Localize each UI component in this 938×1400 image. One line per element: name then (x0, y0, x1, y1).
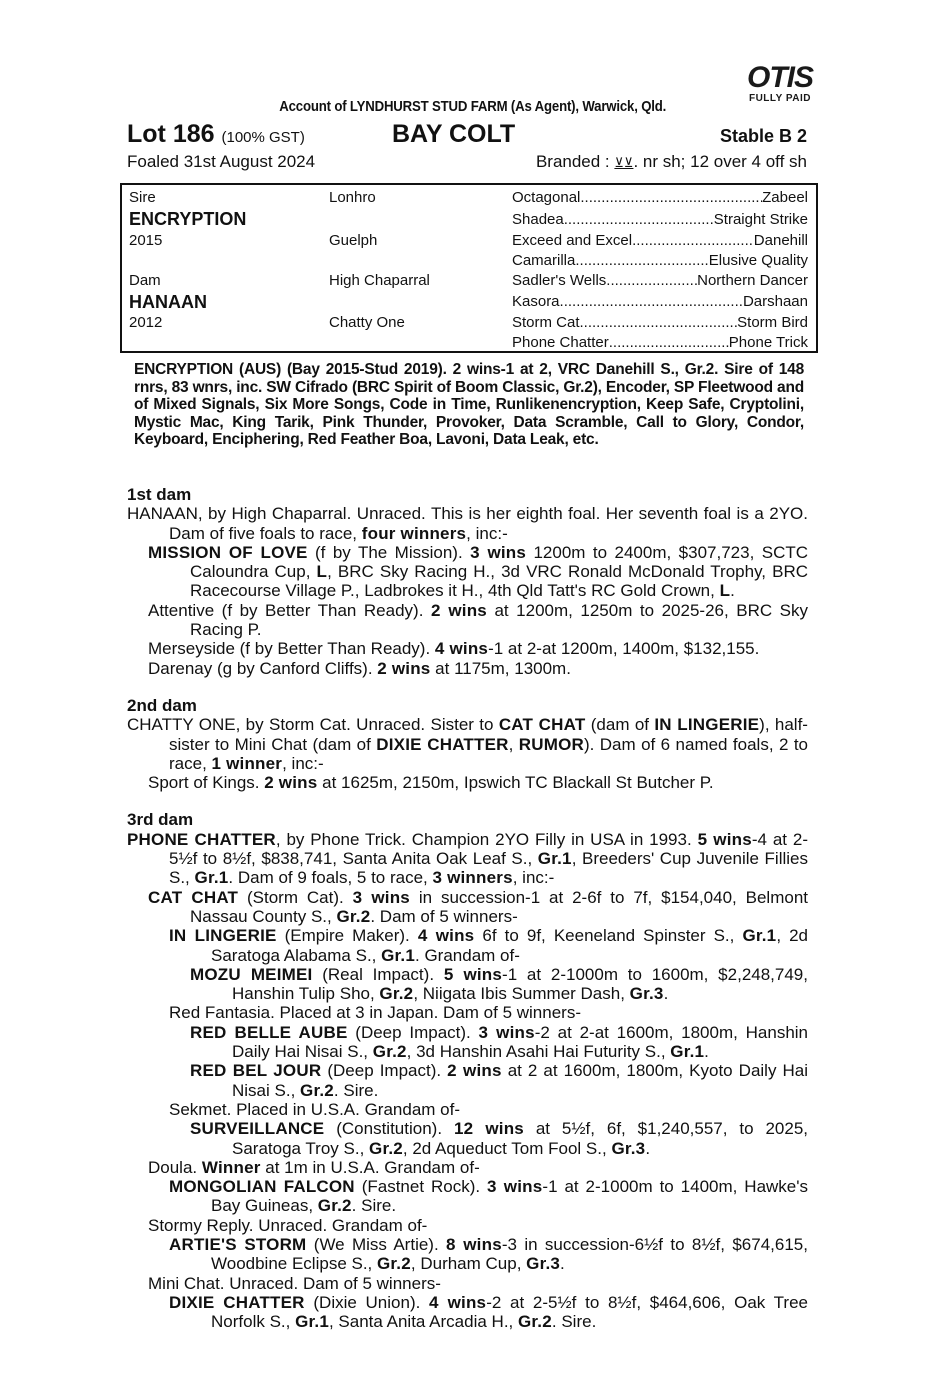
grade-badge: Gr.1 (742, 926, 777, 946)
grade-badge: Gr.2 (518, 1312, 552, 1332)
text: . Sire. (551, 1312, 597, 1332)
gen3-row (512, 271, 808, 291)
progeny-entry (127, 639, 808, 658)
progeny-entry (127, 1158, 808, 1177)
text: (We Miss Artie). (306, 1234, 447, 1254)
text: -2 at 2-5½f to 8½f, $464,606, Oak Tree Norfolk S., (211, 1292, 808, 1332)
wins: 4 wins (429, 1292, 487, 1312)
sire-name: ENCRYPTION (129, 209, 247, 229)
gen3-row (512, 210, 808, 230)
dam-label: Dam (129, 272, 161, 289)
gen3-right: Darshaan (742, 293, 808, 310)
second-dam-heading: 2nd dam (127, 695, 197, 715)
gen3-row (512, 231, 808, 251)
progeny-entry (127, 773, 808, 792)
gen3-row (512, 188, 808, 208)
sire-label: Sire (129, 189, 156, 206)
text: (Dixie Union). (304, 1292, 430, 1312)
text: 6f to 9f, Keeneland Spinster S., (474, 926, 743, 946)
progeny-entry (127, 543, 808, 601)
gen3-left: Camarilla (512, 252, 576, 269)
grade-badge: Gr.2 (369, 1138, 403, 1158)
gen3-right: Danehill (753, 232, 808, 249)
wins: 2 wins (430, 600, 487, 620)
progeny-entry: Red Fantasia. Placed at 3 in Japan. Dam of 5 winners- (169, 1003, 581, 1023)
text: -1 at 2-at 1200m, 1400m, $132,155. (488, 639, 760, 659)
leader-dots (564, 210, 714, 230)
leader-dots (609, 333, 729, 353)
third-dam-heading: 3rd dam (127, 810, 194, 830)
grade-badge: Gr.3 (611, 1138, 646, 1158)
grade-badge: Gr.1 (381, 945, 415, 965)
text: . Sire. (351, 1196, 397, 1216)
text: , by Phone Trick. Champion 2YO Filly in USA in 1993. (275, 829, 698, 849)
horse-name: CAT CHAT (498, 715, 586, 735)
bold-text: 3 winners (432, 868, 513, 888)
wins: 5 wins (443, 964, 503, 984)
text: , Durham Cup, (410, 1254, 527, 1274)
text: (f by The Mission). (307, 542, 471, 562)
vendor-line: Account of LYNDHURST STUD FARM (As Agent), Warwick, Qld. (279, 98, 667, 115)
grade-badge: Gr.2 (372, 1042, 407, 1062)
progeny-entry (127, 926, 808, 965)
grade-badge: Gr.2 (317, 1196, 352, 1216)
grade-badge: Gr.3 (526, 1254, 561, 1274)
horse-name: MOZU MEIMEI (190, 964, 313, 984)
text: CHATTY ONE, by Storm Cat. Unraced. Sister to (127, 715, 499, 735)
text: . Grandam of- (415, 945, 520, 965)
text: Merseyside (f by Better Than Ready). (148, 639, 435, 659)
text: , (508, 734, 519, 754)
leader-dots (606, 271, 697, 291)
text: . (730, 581, 735, 601)
horse-name: CAT CHAT (148, 887, 239, 907)
sire-year: 2015 (129, 232, 163, 249)
text: Attentive (f by Better Than Ready). (148, 600, 431, 620)
gen3-row (512, 313, 808, 333)
text: (Deep Impact). (321, 1061, 448, 1081)
grade-badge: Gr.1 (194, 868, 229, 888)
grade-badge: Gr.1 (670, 1042, 705, 1062)
text: (Deep Impact). (347, 1022, 479, 1042)
first-dam-heading: 1st dam (127, 485, 192, 504)
text: , 2d Aqueduct Tom Fool S., (402, 1138, 612, 1158)
brand-text: . nr sh; 12 over 4 off sh (633, 152, 807, 171)
brand-description (536, 152, 807, 172)
text: . Dam of 5 winners- (370, 906, 518, 926)
text: at 5½f, 6f, $1,240,557, to 2025, Saratoga Troy S., (232, 1119, 808, 1158)
progeny-entry (127, 1061, 808, 1100)
text: -2 at 2-at 1600m, 1800m, Hanshin Daily Hai Nisai S., (232, 1022, 809, 1062)
text: (Storm Cat). (238, 887, 353, 907)
horse-name: IN LINGERIE (169, 926, 277, 946)
text: , Breeders' Cup Juvenile Fillies S., (169, 849, 808, 888)
grade-badge: Gr.2 (377, 1254, 411, 1274)
leader-dots (580, 188, 762, 208)
progeny-entry (127, 888, 808, 927)
foaled-date: Foaled 31st August 2024 (127, 152, 316, 171)
first-dam-intro (127, 504, 808, 543)
text: , Santa Anita Arcadia H., (328, 1312, 518, 1332)
text: -4 at 2-5½f to 8½f, $838,741, Santa Anita Oak Leaf S., (169, 829, 809, 869)
leader-dots (580, 313, 738, 333)
progeny-entry (127, 1119, 808, 1158)
bold-text: four winners (361, 523, 467, 543)
text: Doula. (148, 1157, 202, 1177)
dam-name: HANAAN (129, 292, 207, 312)
wins: 2 wins (264, 773, 318, 793)
text: , BRC Sky Racing H., 3d VRC Ronald McDonald Trophy, BRC Racecourse Village P., Ladbrokes it H., 4th Qld Tatt's RC Gold Crown, (190, 562, 808, 601)
lot-header (127, 120, 807, 150)
horse-name: IN LINGERIE (654, 715, 760, 735)
horse-name: MISSION OF LOVE (148, 542, 308, 562)
progeny-entry: Sekmet. Placed in U.S.A. Grandam of- (169, 1099, 461, 1119)
text: ), half-sister to Mini Chat (dam of (169, 715, 808, 754)
second-dam-intro (127, 715, 808, 773)
gen3-right: Zabeel (762, 189, 808, 206)
text: . (704, 1042, 709, 1062)
dam-sire: High Chaparral (329, 272, 430, 289)
wins: 12 wins (453, 1119, 524, 1139)
leader-dots (632, 231, 754, 251)
text: Darenay (g by Canford Cliffs). (148, 658, 378, 678)
wins: Winner (201, 1157, 261, 1177)
gen3-right: Storm Bird (737, 314, 808, 331)
gen3-row (512, 292, 808, 312)
branded-label: Branded : (535, 152, 610, 171)
text: -3 in succession-6½f to 8½f, $674,615, Woodbine Eclipse S., (211, 1234, 808, 1274)
gen3-right: Elusive Quality (708, 252, 808, 269)
text: at 2 at 1600m, 1800m, Kyoto Daily Hai Nisai S., (232, 1061, 809, 1100)
text: . (663, 984, 669, 1004)
dam-dam: Chatty One (329, 314, 405, 331)
wins: 3 wins (470, 542, 527, 562)
text: . (560, 1254, 565, 1274)
text: , inc:- (466, 523, 508, 543)
sire-sire: Lonhro (329, 189, 376, 206)
progeny-entry (127, 1235, 808, 1274)
pedigree-table (120, 183, 818, 353)
text: (Real Impact). (312, 964, 444, 984)
gen3-left: Shadea (512, 211, 564, 228)
progeny-entry (127, 965, 808, 1004)
text: (dam of (585, 715, 655, 735)
horse-description: BAY COLT (392, 120, 516, 148)
grade-badge: Gr.2 (379, 984, 414, 1004)
lot-number (127, 120, 305, 149)
wins: 4 wins (417, 926, 475, 946)
gen3-right: Northern Dancer (697, 272, 808, 289)
progeny-entry: Stormy Reply. Unraced. Grandam of- (148, 1215, 428, 1235)
text: . Sire. (333, 1080, 379, 1100)
listed-badge: L (316, 562, 328, 582)
fully-paid-label: FULLY PAID (748, 93, 812, 104)
text: , inc:- (512, 868, 555, 888)
horse-name: DIXIE CHATTER (376, 734, 509, 754)
lot-label: Lot 186 (127, 120, 215, 148)
text: 1200m to 2400m, $307,723, SCTC Caloundra Cup, (190, 542, 809, 582)
grade-badge: Gr.3 (629, 984, 664, 1004)
sire-dam: Guelph (329, 232, 378, 249)
text: ). Dam of 6 named foals, 2 to race, (169, 734, 809, 773)
sire-summary: ENCRYPTION (AUS) (Bay 2015-Stud 2019). 2 wins-1 at 2, VRC Danehill S., Gr.2. Sire of 148 rnrs, 83 wnrs, inc. SW Cifrado (BRC Spirit of Boom Classic, Gr.2), Encoder, SP Fleetwood and of Mixed Signals, Six More Songs, Code in Time, Runlikenencryption, Keep Safe, Cryptolini, Mystic Mac, King Tarik, Pink Thunder, Provoker, Data Scramble, Call to Glory, Condor, Keyboard, Enciphering, Red Feather Boa, Lavoni, Data Leak, etc. (134, 361, 804, 448)
gen3-left: Storm Cat (512, 314, 580, 331)
text: . (645, 1138, 651, 1158)
wins: 3 wins (478, 1022, 535, 1042)
text: -1 at 2-1000m to 1400m, Hawke's Bay Guineas, (211, 1177, 809, 1216)
listed-badge: L (719, 581, 731, 601)
horse-name: DIXIE CHATTER (169, 1292, 305, 1312)
grade-badge: Gr.1 (295, 1312, 329, 1332)
leader-dots (560, 292, 743, 312)
text: -1 at 2-1000m to 1600m, $2,248,749, Hanshin Tulip Sho, (232, 964, 808, 1004)
gst-note: (100% GST) (221, 129, 305, 146)
horse-name: SURVEILLANCE (190, 1119, 325, 1139)
grade-badge: Gr.2 (300, 1080, 334, 1100)
catalogue-body (127, 485, 808, 1331)
wins: 8 wins (446, 1234, 502, 1254)
grade-badge: Gr.2 (336, 906, 371, 926)
horse-name: ARTIE'S STORM (169, 1234, 307, 1254)
wins: 3 wins (487, 1177, 543, 1197)
leader-dots (575, 251, 708, 271)
wins: 5 wins (697, 829, 752, 849)
horse-name: RED BEL JOUR (190, 1061, 322, 1081)
progeny-entry: Mini Chat. Unraced. Dam of 5 winners- (148, 1273, 441, 1293)
horse-name: RUMOR (518, 734, 584, 754)
text: HANAAN, by High Chaparral. Unraced. This is her eighth foal. Her seventh foal is a 2YO. Dam of five foals to race, (127, 504, 808, 543)
dam-year: 2012 (129, 314, 163, 331)
wins: 3 wins (352, 887, 410, 907)
progeny-entry (127, 659, 808, 678)
horse-name: RED BELLE AUBE (190, 1022, 348, 1042)
gen3-left: Kasora (512, 293, 560, 310)
gen3-left: Sadler's Wells (512, 272, 607, 289)
wins: 4 wins (434, 639, 489, 659)
otis-logo-word: OTIS (746, 61, 813, 94)
horse-name: PHONE CHATTER (127, 829, 276, 849)
text: , inc:- (282, 753, 324, 773)
progeny-entry (127, 1023, 808, 1062)
gen3-row (512, 251, 808, 271)
progeny-entry (127, 1293, 808, 1332)
stable-location: Stable B 2 (719, 126, 807, 146)
gen3-row (512, 333, 808, 353)
gen3-right: Straight Strike (713, 211, 808, 228)
progeny-entry (127, 1177, 808, 1216)
text: in succession-1 at 2-6f to 7f, $154,040, Belmont Nassau County S., (190, 887, 809, 926)
text: at 1175m, 1300m. (430, 658, 571, 678)
text: (Empire Maker). (276, 926, 418, 946)
text: , Niigata Ibis Summer Dash, (413, 984, 630, 1004)
gen3-left: Phone Chatter (512, 334, 609, 351)
text: at 1m in U.S.A. Grandam of- (260, 1157, 480, 1177)
text: (Fastnet Rock). (354, 1177, 488, 1197)
gen3-left: Octagonal (512, 189, 581, 206)
wins: 2 wins (377, 658, 431, 678)
text: Sport of Kings. (148, 773, 265, 793)
text: , 3d Hanshin Asahi Hai Futurity S., (406, 1042, 671, 1062)
wins: 2 wins (447, 1061, 502, 1081)
bold-text: 1 winner (211, 753, 283, 773)
text: at 1625m, 2150m, Ipswich TC Blackall St Butcher P. (317, 773, 714, 793)
gen3-left: Exceed and Excel (512, 232, 633, 249)
text: , 2d Saratoga Alabama S., (211, 926, 809, 965)
progeny-entry (127, 601, 808, 640)
text: (Constitution). (324, 1119, 454, 1139)
text: at 1200m, 1250m to 2025-26, BRC Sky Racing P. (190, 600, 808, 640)
grade-badge: Gr.1 (537, 849, 572, 869)
brand-mark-icon: ⊻⊻ (614, 155, 634, 170)
third-dam-intro (127, 830, 808, 888)
text: . Dam of 9 foals, 5 to race, (228, 868, 433, 888)
horse-name: MONGOLIAN FALCON (169, 1177, 355, 1197)
gen3-right: Phone Trick (728, 334, 808, 351)
